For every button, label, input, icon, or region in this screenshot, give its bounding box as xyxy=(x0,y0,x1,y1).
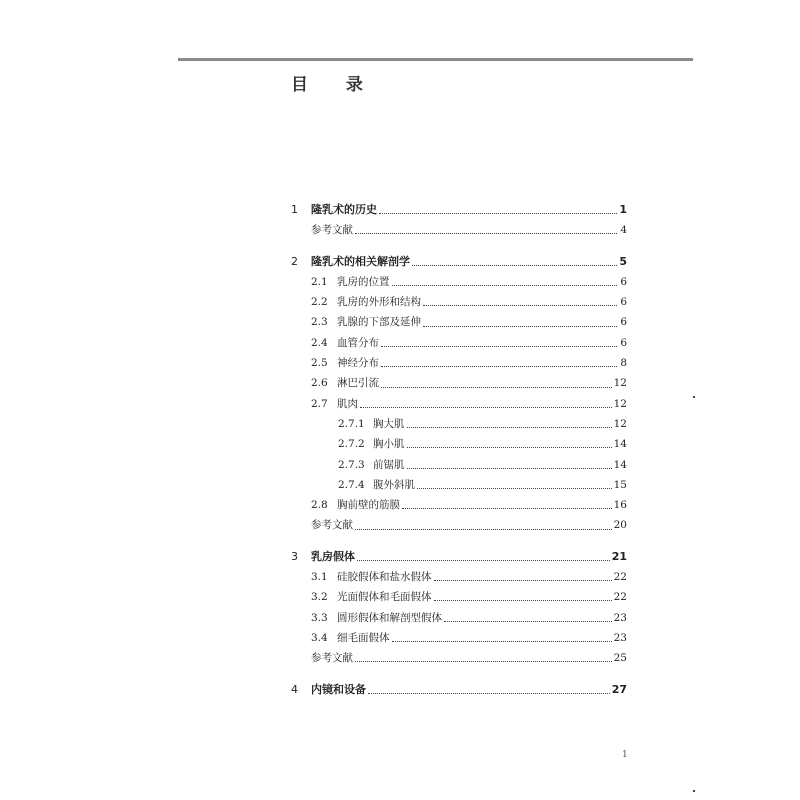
dot-leader xyxy=(381,365,617,367)
toc-heading: 目 录 xyxy=(291,75,379,95)
dot-leader xyxy=(402,507,612,509)
toc-entry-page: 12 xyxy=(613,397,627,410)
toc-entry-page: 5 xyxy=(619,254,627,268)
dot-leader xyxy=(392,284,618,286)
toc-entry-page: 22 xyxy=(613,591,627,604)
toc-entry-title: 参考文献 xyxy=(311,652,353,665)
toc-entry-sec xyxy=(291,333,627,353)
toc-entry-title: 胸前壁的筋膜 xyxy=(337,499,400,512)
toc-entry-page: 22 xyxy=(613,571,627,584)
toc-entry-page: 14 xyxy=(613,458,627,471)
dot-leader xyxy=(368,692,610,694)
toc-entry-sec xyxy=(291,567,627,587)
dot-leader xyxy=(392,640,612,642)
toc-entry-title: 神经分布 xyxy=(337,357,379,370)
dot-leader xyxy=(423,304,617,306)
toc-entry-number: 3.4 xyxy=(311,631,328,644)
toc-entry-number: 3.3 xyxy=(311,611,328,624)
toc-entry-sec xyxy=(291,608,627,628)
toc-entry-sec xyxy=(291,373,627,393)
toc-entry-chapter xyxy=(291,547,627,567)
toc-entry-number: 2.1 xyxy=(311,275,328,288)
dot-leader xyxy=(357,559,610,561)
toc-entry-title: 光面假体和毛面假体 xyxy=(337,591,432,604)
toc-entry-ref xyxy=(311,220,627,240)
header-rule xyxy=(178,58,693,61)
toc-entry-title: 前锯肌 xyxy=(373,458,405,471)
toc-entry-ref xyxy=(311,648,627,668)
toc-entry-number: 2.6 xyxy=(311,377,328,390)
toc-entry-page: 20 xyxy=(613,519,627,532)
toc-entry-sec xyxy=(291,272,627,292)
dot-leader xyxy=(434,579,612,581)
toc-entry-page: 6 xyxy=(620,275,627,288)
toc-entry-title: 血管分布 xyxy=(337,336,379,349)
toc-entry-title: 乳房的位置 xyxy=(337,275,390,288)
dot-leader xyxy=(444,620,612,622)
toc-entry-page: 12 xyxy=(613,377,627,390)
toc-entry-sec xyxy=(291,628,627,648)
toc-entry-number: 3.2 xyxy=(311,591,328,604)
toc-entry-title: 硅胶假体和盐水假体 xyxy=(337,571,432,584)
toc-entry-ref xyxy=(311,515,627,535)
toc-entry-page: 25 xyxy=(613,652,627,665)
toc-entry-number: 2.7.3 xyxy=(338,458,365,471)
toc-entry-title: 参考文献 xyxy=(311,519,353,532)
toc-entry-number: 2.7 xyxy=(311,397,328,410)
toc-entry-title: 参考文献 xyxy=(311,224,353,237)
toc-entry-page: 21 xyxy=(611,549,627,563)
toc-entry-title: 隆乳术的历史 xyxy=(311,203,377,216)
toc-entry-chapter xyxy=(291,200,627,220)
toc-entry-number: 2.3 xyxy=(311,316,328,329)
toc-entry-subsec xyxy=(291,434,627,454)
toc-entry-title: 乳房假体 xyxy=(311,549,355,563)
dot-leader xyxy=(355,660,612,662)
toc-entry-page: 15 xyxy=(613,478,627,491)
toc-entry-sec xyxy=(291,587,627,607)
toc-entry-page: 14 xyxy=(613,438,627,451)
toc-entry-number: 3.1 xyxy=(311,571,328,584)
toc-entry-page: 6 xyxy=(620,336,627,349)
toc-entry-title: 圆形假体和解剖型假体 xyxy=(337,611,442,624)
toc-entry-title: 腹外斜肌 xyxy=(373,478,415,491)
toc-entry-title: 乳房的外形和结构 xyxy=(337,296,421,309)
scan-speck xyxy=(693,396,695,398)
toc-entry-title: 细毛面假体 xyxy=(337,631,390,644)
scan-speck xyxy=(693,790,695,792)
dot-leader xyxy=(407,426,612,428)
toc-entry-number: 2.8 xyxy=(311,499,328,512)
toc-entry-subsec xyxy=(291,455,627,475)
dot-leader xyxy=(407,467,612,469)
toc-entry-chapter xyxy=(291,680,627,700)
toc-entry-sec xyxy=(291,312,627,332)
toc-entry-number: 2.4 xyxy=(311,336,328,349)
dot-leader xyxy=(412,264,617,266)
toc-entry-page: 6 xyxy=(620,316,627,329)
toc-entry-title: 淋巴引流 xyxy=(337,377,379,390)
toc-entry-number: 2.7.2 xyxy=(338,438,365,451)
dot-leader xyxy=(417,487,612,489)
toc-entry-number: 2.2 xyxy=(311,296,328,309)
toc-entry-number: 2.7.4 xyxy=(338,478,365,491)
toc-entry-chapter xyxy=(291,252,627,272)
toc-entry-page: 23 xyxy=(613,611,627,624)
dot-leader xyxy=(360,406,612,408)
toc-entry-sec xyxy=(291,353,627,373)
toc-entry-page: 23 xyxy=(613,631,627,644)
dot-leader xyxy=(355,232,617,234)
toc-entry-number: 3 xyxy=(291,549,298,563)
page-number: 1 xyxy=(622,750,628,760)
toc-entry-subsec xyxy=(291,414,627,434)
toc-entry-sec xyxy=(291,495,627,515)
toc-entry-sec xyxy=(291,394,627,414)
toc-entry-title: 隆乳术的相关解剖学 xyxy=(311,254,410,268)
dot-leader xyxy=(423,325,617,327)
toc-entry-title: 胸大肌 xyxy=(373,417,405,430)
toc-entry-page: 4 xyxy=(620,224,627,237)
toc-entry-page: 8 xyxy=(620,357,627,370)
toc-entry-title: 内镜和设备 xyxy=(311,682,366,696)
toc-entry-page: 27 xyxy=(611,682,627,696)
toc-entry-title: 乳腺的下部及延伸 xyxy=(337,316,421,329)
dot-leader xyxy=(407,446,612,448)
table-of-contents xyxy=(291,200,627,700)
toc-entry-page: 12 xyxy=(613,417,627,430)
toc-entry-title: 肌肉 xyxy=(337,397,358,410)
dot-leader xyxy=(381,386,612,388)
toc-entry-number: 2 xyxy=(291,254,298,268)
toc-entry-number: 1 xyxy=(291,203,298,216)
dot-leader xyxy=(434,599,612,601)
toc-entry-page: 1 xyxy=(619,203,627,216)
toc-entry-number: 2.7.1 xyxy=(338,417,365,430)
toc-entry-page: 6 xyxy=(620,296,627,309)
dot-leader xyxy=(355,528,612,530)
dot-leader xyxy=(381,345,617,347)
toc-entry-subsec xyxy=(291,475,627,495)
toc-entry-title: 胸小肌 xyxy=(373,438,405,451)
toc-entry-number: 4 xyxy=(291,682,298,696)
toc-entry-page: 16 xyxy=(613,499,627,512)
toc-entry-sec xyxy=(291,292,627,312)
dot-leader xyxy=(379,212,617,214)
toc-entry-number: 2.5 xyxy=(311,357,328,370)
